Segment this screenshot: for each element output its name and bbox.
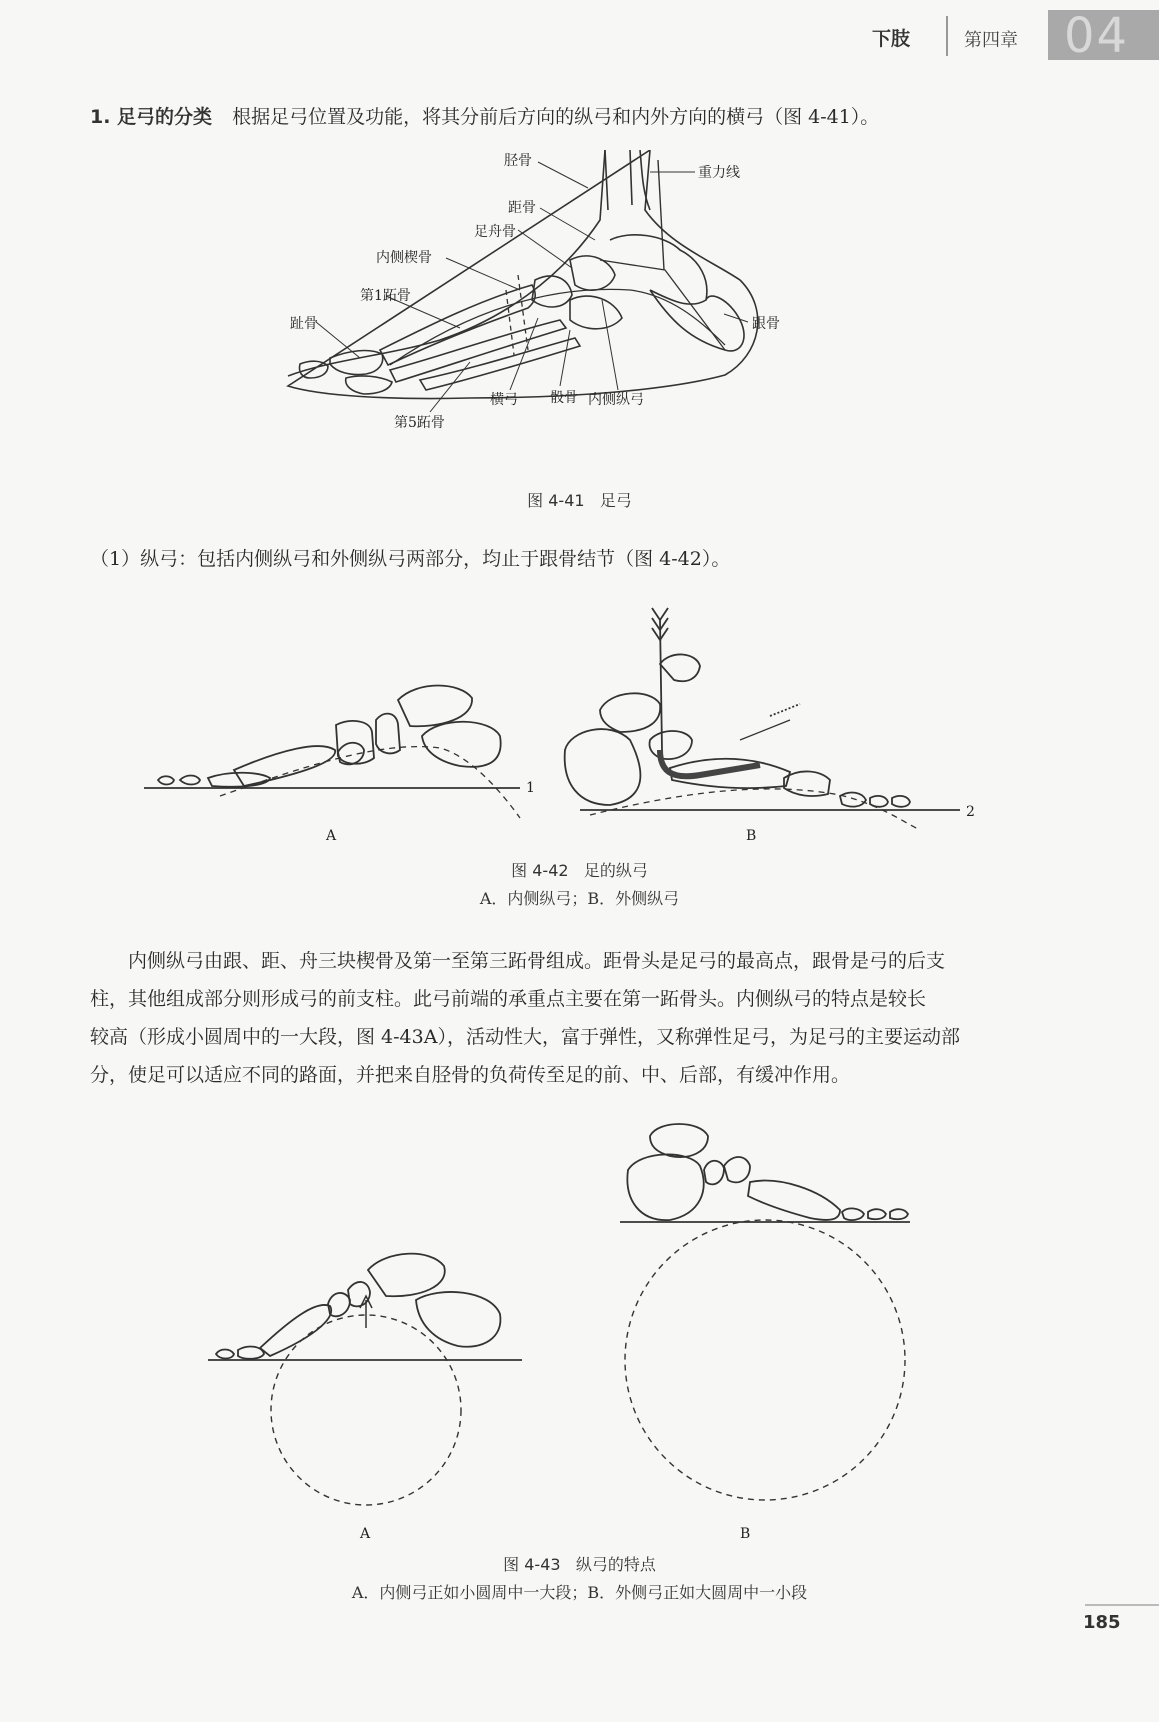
caption-number: 图 4-43 [503, 1555, 561, 1574]
label-fifth-metatarsal: 第5跖骨 [394, 415, 445, 431]
label-navicular: 足舟骨 [474, 224, 516, 240]
label-gravity-line: 重力线 [698, 165, 740, 181]
chapter-title: 第四章 [964, 30, 1018, 51]
figure-4-41-foot-arch [270, 150, 910, 480]
caption-title: 足弓 [599, 491, 632, 510]
figure-4-42-subcaption: A．内侧纵弓；B．外侧纵弓 [479, 889, 680, 908]
figure-4-42-caption [0, 858, 1159, 881]
paragraph-line: 分，使足可以适应不同的路面，并把来自胫骨的负荷传至足的前、中、后部，有缓冲作用。 [90, 1064, 851, 1086]
paragraph-text: 根据足弓位置及功能，将其分前后方向的纵弓和内外方向的横弓（图 4-41）。 [232, 106, 880, 128]
paragraph-line: 柱，其他组成部分则形成弓的前支柱。此弓前端的承重点主要在第一跖骨头。内侧纵弓的特点是较长 [90, 988, 927, 1010]
figure-4-41-caption [0, 488, 1159, 511]
paragraph-longitudinal-arch: （1）纵弓：包括内侧纵弓和外侧纵弓两部分，均止于跟骨结节（图 4-42）。 [90, 548, 731, 570]
caption-title: 纵弓的特点 [575, 1555, 656, 1574]
label-medial-longitudinal-arch: 内侧纵弓 [588, 392, 644, 408]
chapter-number-tab: 04 [1048, 10, 1159, 60]
paragraph-line: 内侧纵弓由跟、距、舟三块楔骨及第一至第三跖骨组成。距骨头是足弓的最高点，跟骨是弓的后支 [128, 950, 946, 972]
panel-b-label: B [740, 1526, 751, 1542]
header-divider [946, 16, 948, 56]
label-phalanges: 趾骨 [290, 316, 318, 332]
figure-4-42-longitudinal-arch [140, 600, 1000, 850]
caption-number: 图 4-41 [527, 491, 585, 510]
page-header [0, 0, 1159, 64]
figure-4-43-arch-characteristics [200, 1110, 920, 1550]
panel-b-label: B [746, 828, 757, 844]
section-title: 下肢 [872, 28, 911, 50]
paragraph-medial-arch [90, 942, 1070, 1094]
paragraph-line: 较高（形成小圆周中的一大段，图 4-43A），活动性大，富于弹性，又称弹性足弓，为足弓的主要运动部 [90, 1026, 960, 1048]
label-cuboid: 骰骨 [550, 390, 578, 406]
label-talus: 距骨 [508, 200, 536, 216]
page-number: 185 [1083, 1612, 1121, 1633]
paragraph-arch-classification [90, 98, 879, 136]
figure-4-43-caption [0, 1552, 1159, 1575]
label-first-metatarsal: 第1跖骨 [360, 288, 411, 304]
label-medial-cuneiform: 内侧楔骨 [376, 250, 432, 266]
caption-title: 足的纵弓 [583, 861, 648, 880]
label-tibia: 胫骨 [504, 153, 532, 169]
panel-a-label: A [360, 1526, 371, 1542]
line-1-label: 1 [526, 780, 535, 796]
caption-number: 图 4-42 [511, 861, 569, 880]
line-2-label: 2 [966, 804, 975, 820]
section-heading: 1. 足弓的分类 [90, 106, 213, 128]
label-calcaneus: 跟骨 [752, 316, 780, 332]
panel-a-label: A [326, 828, 337, 844]
page-number-rule [1085, 1604, 1159, 1606]
label-transverse-arch: 横弓 [490, 392, 518, 408]
figure-4-43-subcaption: A．内侧弓正如小圆周中一大段；B．外侧弓正如大圆周中一小段 [351, 1583, 808, 1602]
